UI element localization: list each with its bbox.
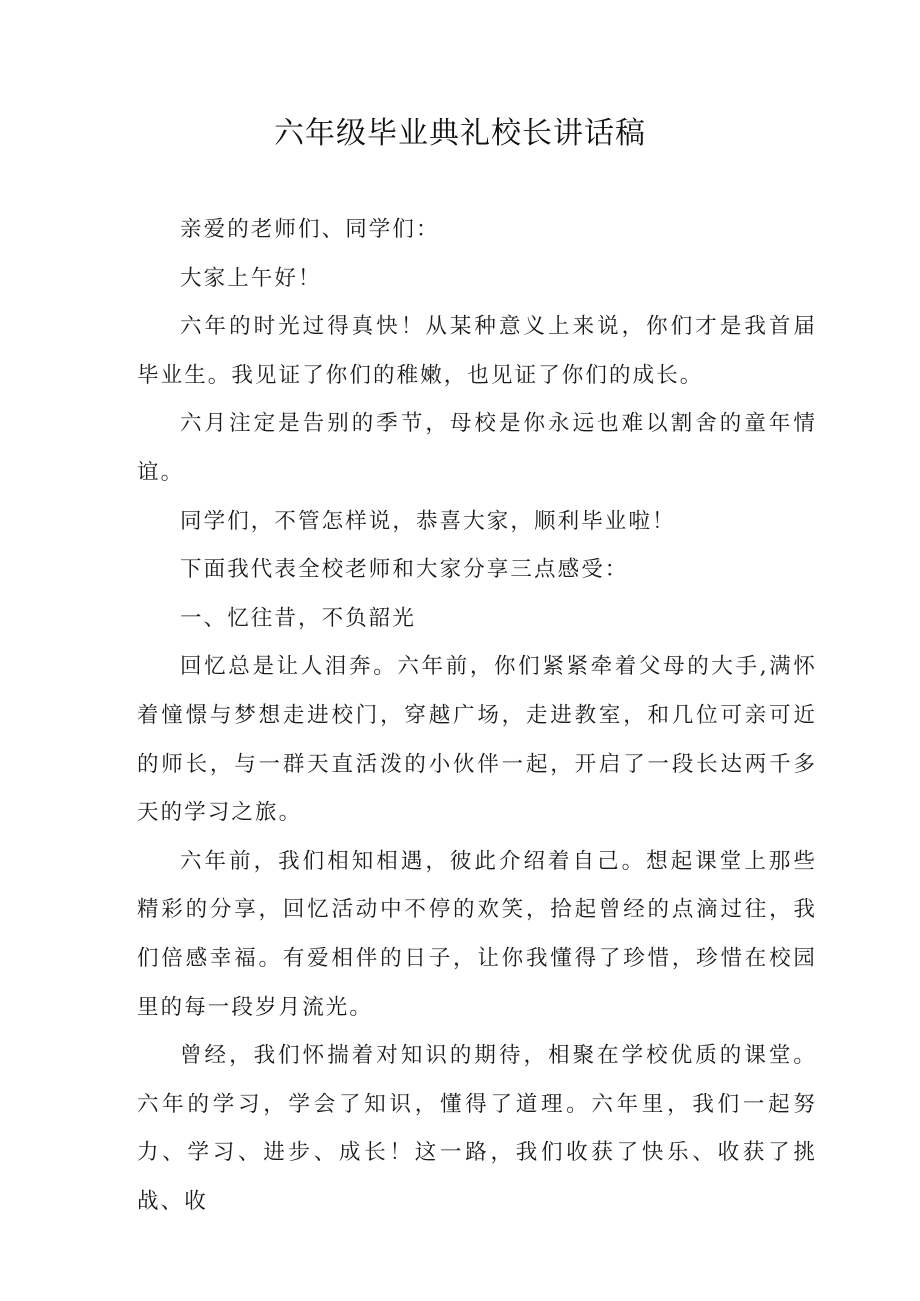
document-title: 六年级毕业典礼校长讲话稿: [274, 116, 646, 151]
paragraph: 曾经，我们怀揣着对知识的期待，相聚在学校优质的课堂。六年的学习，学会了知识，懂得了道理。六年里，我们一起努力、学习、进步、成长！这一路，我们收获了快乐、收获了挑战、收: [137, 1043, 817, 1214]
paragraph-salutation: 亲爱的老师们、同学们：: [180, 217, 440, 242]
paragraph: 下面我代表全校老师和大家分享三点感受：: [180, 557, 629, 583]
section-heading: 一、忆往昔，不负韶光: [180, 605, 417, 631]
paragraph: 六月注定是告别的季节，母校是你永远也难以割舍的童年情谊。: [137, 411, 817, 485]
document-body: [137, 206, 817, 1226]
paragraph: 回忆总是让人泪奔。六年前，你们紧紧牵着父母的大手,满怀着憧憬与梦想走进校门，穿越广场，走进教室，和几位可亲可近的师长，与一群天直活泼的小伙伴一起，开启了一段长达两千多天的学习之旅。: [137, 654, 817, 826]
paragraph: 六年前，我们相知相遇，彼此介绍着自己。想起课堂上那些精彩的分享，回忆活动中不停的欢笑，拾起曾经的点滴过往，我们倍感幸福。有爱相伴的日子，让你我懂得了珍惜，珍惜在校园里的每一段岁月流光。: [137, 848, 817, 1020]
paragraph-greeting: 大家上午好！: [180, 265, 322, 291]
paragraph: 同学们，不管怎样说，恭喜大家，顺利毕业啦！: [180, 508, 676, 534]
paragraph: 六年的时光过得真快！从某种意义上来说，你们才是我首届毕业生。我见证了你们的稚嫩，也见证了你们的成长。: [137, 314, 817, 388]
